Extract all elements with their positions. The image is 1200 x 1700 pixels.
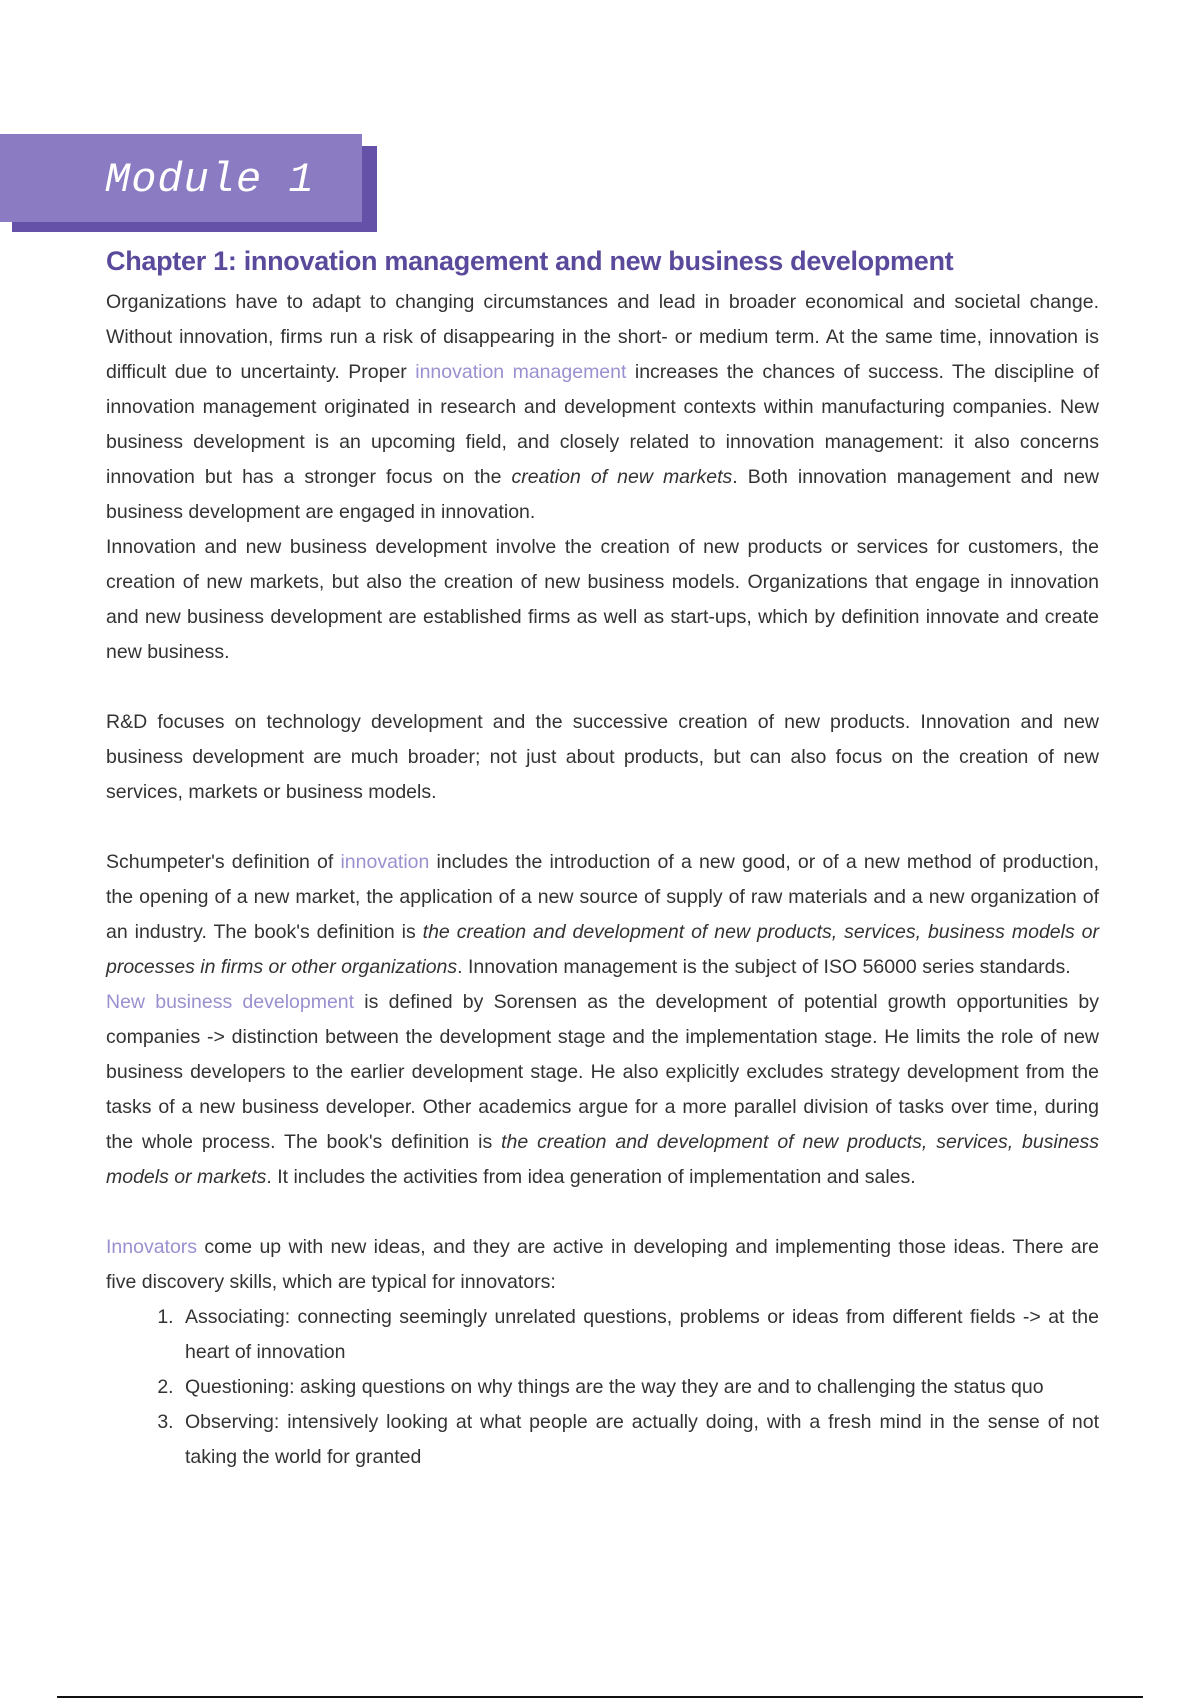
footer-divider xyxy=(57,1696,1143,1698)
emphasis: the creation and development of new products, services, business models or processes in firms or other organizations xyxy=(106,921,1099,978)
text: . Both innovation management and new business development are engaged in innovation. xyxy=(106,466,1099,523)
list-item: 2. Questioning: asking questions on why things are the way they are and to challenging the status quo xyxy=(179,1370,1099,1405)
list-item: 1. Associating: connecting seemingly unrelated questions, problems or ideas from different fields -> at the heart of innovation xyxy=(179,1300,1099,1370)
text: increases the chances of success. The discipline of innovation management originated in research and development contexts within manufacturing companies. New business development is an upcoming field, and closely related to innovation management: it also concerns innovation but has a stronger focus on the xyxy=(106,361,1100,488)
text: Schumpeter's definition of xyxy=(106,851,341,873)
paragraph-organizations: Innovation and new business development involve the creation of new products or services for customers, the creation of new markets, but also the creation of new business models. Organizations that engage in innovation and new business development are established firms as well as start-ups, which by definition innovate and create new business. xyxy=(106,536,1099,663)
chapter-title: Chapter 1: innovation management and new business development xyxy=(106,246,954,276)
paragraph-rnd: R&D focuses on technology development and the successive creation of new products. Innovation and new business development are much broader; not just about products, but can also focus on the creation of new services, markets or business models. xyxy=(106,711,1099,803)
text: . It includes the activities from idea generation of implementation and sales. xyxy=(266,1166,916,1188)
list-item: 3. Observing: intensively looking at what people are actually doing, with a fresh mind in the sense of not taking the world for granted xyxy=(179,1405,1099,1475)
paragraph-intro xyxy=(106,285,1099,530)
paragraph-innovators xyxy=(106,1230,1099,1300)
module-title: Module 1 xyxy=(105,156,315,204)
text: includes the introduction of a new good, or of a new method of production, the opening of a new market, the application of a new source of supply of raw materials and a new organization of an industry. The book's definition is xyxy=(106,851,1099,943)
document-body xyxy=(106,285,1099,1475)
emphasis: creation of new markets xyxy=(511,466,733,488)
discovery-skills-list xyxy=(106,1300,1099,1475)
link-innovation-management[interactable]: innovation management xyxy=(415,361,627,383)
paragraph-schumpeter xyxy=(106,845,1099,985)
text: Organizations have to adapt to changing circumstances and lead in broader economical and societal change. Without innovation, firms run a risk of disappearing in the short- or medium term. At the same time, innovation is difficult due to uncertainty. Proper xyxy=(106,291,1099,383)
link-new-business-development[interactable]: New business development xyxy=(106,991,355,1013)
emphasis: the creation and development of new products, services, business models or markets xyxy=(106,1131,1100,1188)
text: . Innovation management is the subject of ISO 56000 series standards. xyxy=(457,956,1071,978)
link-innovation[interactable]: innovation xyxy=(340,851,430,873)
paragraph-nbd xyxy=(106,985,1099,1195)
text: is defined by Sorensen as the development of potential growth opportunities by companies -> distinction between the development stage and the implementation stage. He limits the role of new business developers to the earlier development stage. He also explicitly excludes strategy development from the tasks of a new business developer. Other academics argue for a more parallel division of tasks over time, during the whole process. The book's definition is xyxy=(106,991,1099,1153)
link-innovators[interactable]: Innovators xyxy=(106,1236,198,1258)
text: come up with new ideas, and they are active in developing and implementing those ideas. There are five discovery skills, which are typical for innovators: xyxy=(106,1236,1099,1293)
